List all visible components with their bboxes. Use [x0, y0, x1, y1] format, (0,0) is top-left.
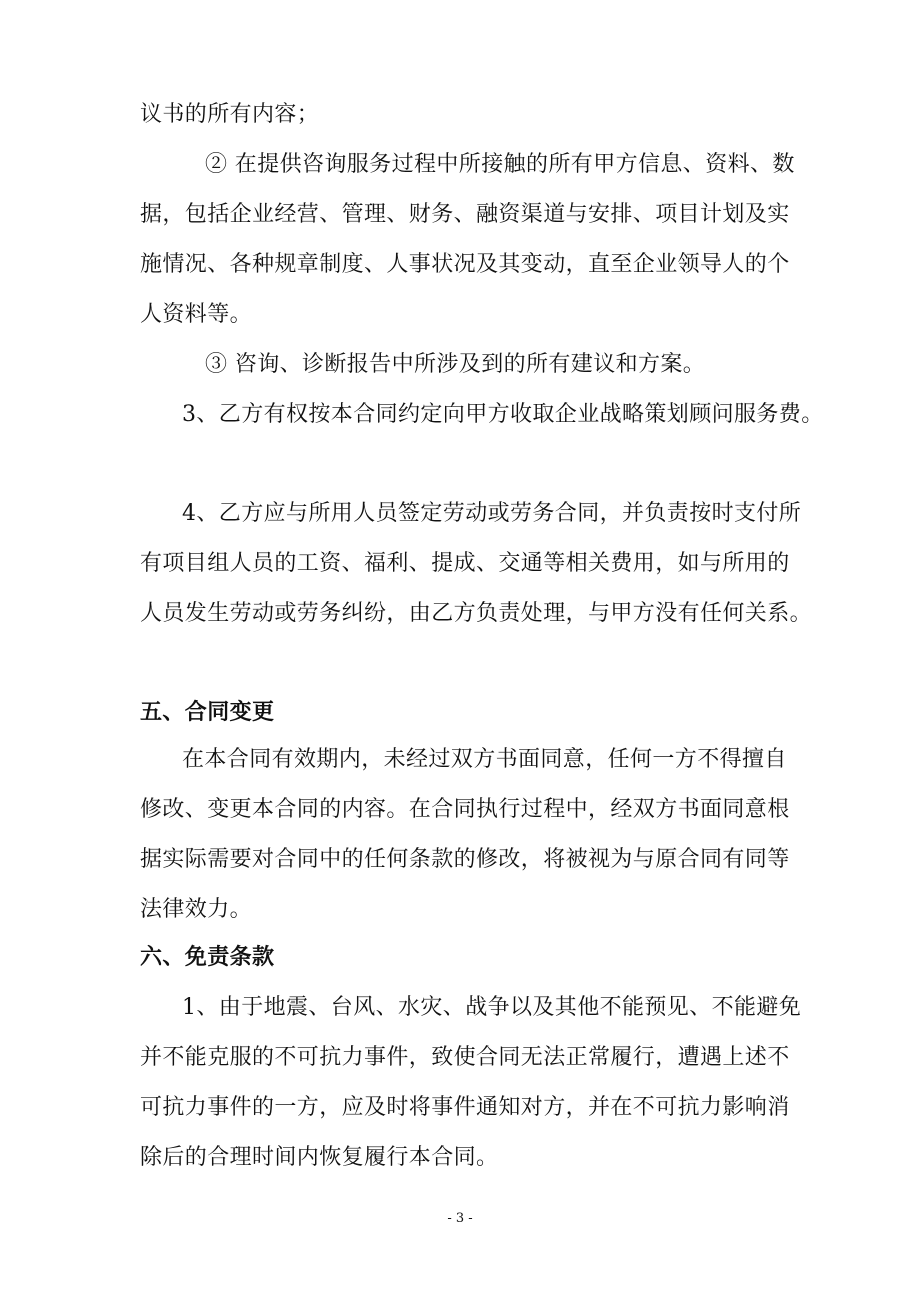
- text-line: 除后的合理时间内恢复履行本合同。: [140, 1145, 499, 1170]
- text-line: 人员发生劳动或劳务纠纷，由乙方负责处理，与甲方没有任何关系。: [140, 601, 813, 626]
- text-line: 并不能克服的不可抗力事件，致使合同无法正常履行，遭遇上述不: [140, 1045, 790, 1070]
- list-item-2: ② 在提供咨询服务过程中所接触的所有甲方信息、资料、数: [205, 152, 795, 177]
- text-line: 据实际需要对合同中的任何条款的修改，将被视为与原合同有同等: [140, 847, 790, 872]
- clause-1: 1、由于地震、台风、水灾、战争以及其他不能预见、不能避免: [182, 995, 802, 1020]
- text-line: 有项目组人员的工资、福利、提成、交通等相关费用，如与所用的: [140, 551, 790, 576]
- page-number: - 3 -: [447, 1211, 473, 1226]
- section-heading-5: 五、合同变更: [140, 700, 275, 725]
- text-line: 修改、变更本合同的内容。在合同执行过程中，经双方书面同意根: [140, 797, 790, 822]
- text-line: 可抗力事件的一方，应及时将事件通知对方，并在不可抗力影响消: [140, 1095, 790, 1120]
- paragraph-start: 在本合同有效期内，未经过双方书面同意，任何一方不得擅自: [182, 747, 787, 772]
- text-line: 人资料等。: [140, 302, 253, 327]
- list-item-3: ③ 咨询、诊断报告中所涉及到的所有建议和方案。: [205, 352, 706, 377]
- text-line: 议书的所有内容；: [140, 102, 320, 127]
- clause-4: 4、乙方应与所用人员签定劳动或劳务合同，并负责按时支付所: [182, 501, 802, 526]
- section-heading-6: 六、免责条款: [140, 945, 275, 970]
- text-line: 法律效力。: [140, 897, 253, 922]
- text-line: 施情况、各种规章制度、人事状况及其变动，直至企业领导人的个: [140, 252, 790, 277]
- text-line: 据，包括企业经营、管理、财务、融资渠道与安排、项目计划及实: [140, 202, 790, 227]
- clause-3: 3、乙方有权按本合同约定向甲方收取企业战略策划顾问服务费。: [182, 402, 824, 427]
